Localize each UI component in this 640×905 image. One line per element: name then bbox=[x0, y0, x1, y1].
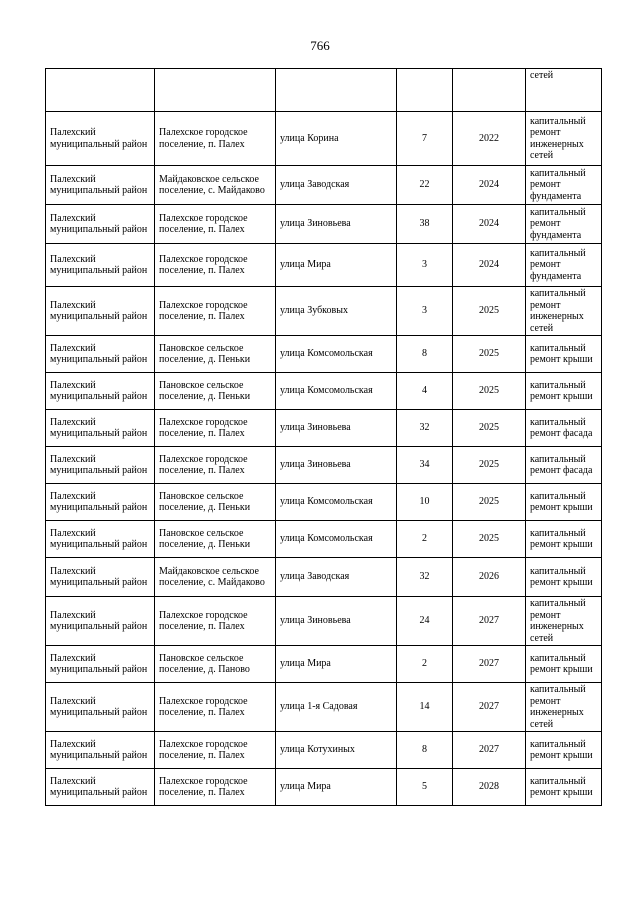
table-row bbox=[46, 410, 602, 447]
page-number: 766 bbox=[310, 38, 330, 53]
cell-street: улица Зиновьева bbox=[276, 205, 397, 244]
cell-house-number: 32 bbox=[397, 410, 453, 447]
table-row-continued bbox=[46, 69, 602, 112]
cell-settlement: Палехское городское поселение, п. Палех bbox=[155, 112, 276, 166]
cell-year: 2027 bbox=[453, 597, 526, 646]
cell-settlement: Пановское сельское поселение, д. Паново bbox=[155, 646, 276, 683]
cell-district: Палехский муниципальный район bbox=[46, 287, 155, 336]
cell-year: 2025 bbox=[453, 373, 526, 410]
cell-settlement: Майдаковское сельское поселение, с. Майдаково bbox=[155, 558, 276, 597]
cell-year: 2024 bbox=[453, 244, 526, 287]
cell-district: Палехский муниципальный район bbox=[46, 205, 155, 244]
cell-house-number: 5 bbox=[397, 769, 453, 806]
cell-year: 2028 bbox=[453, 769, 526, 806]
cell-district: Палехский муниципальный район bbox=[46, 112, 155, 166]
cell-settlement: Палехское городское поселение, п. Палех bbox=[155, 287, 276, 336]
cell-street: улица Зубковых bbox=[276, 287, 397, 336]
table-row bbox=[46, 373, 602, 410]
cell-district: Палехский муниципальный район bbox=[46, 769, 155, 806]
cell-street bbox=[276, 69, 397, 112]
cell-house-number: 10 bbox=[397, 484, 453, 521]
cell-year: 2025 bbox=[453, 447, 526, 484]
cell-work-type: капитальный ремонт фасада bbox=[526, 447, 602, 484]
cell-street: улица Зиновьева bbox=[276, 447, 397, 484]
cell-house-number: 34 bbox=[397, 447, 453, 484]
table-row bbox=[46, 558, 602, 597]
table-row bbox=[46, 166, 602, 205]
cell-work-type: сетей bbox=[526, 69, 602, 112]
cell-year: 2026 bbox=[453, 558, 526, 597]
cell-district: Палехский муниципальный район bbox=[46, 597, 155, 646]
cell-work-type: капитальный ремонт крыши bbox=[526, 769, 602, 806]
cell-street: улица Комсомольская bbox=[276, 521, 397, 558]
cell-house-number: 2 bbox=[397, 521, 453, 558]
cell-settlement: Палехское городское поселение, п. Палех bbox=[155, 732, 276, 769]
table-row bbox=[46, 244, 602, 287]
table-row bbox=[46, 769, 602, 806]
cell-district: Палехский муниципальный район bbox=[46, 447, 155, 484]
cell-district: Палехский муниципальный район bbox=[46, 646, 155, 683]
table-row bbox=[46, 732, 602, 769]
cell-street: улица Комсомольская bbox=[276, 373, 397, 410]
cell-work-type: капитальный ремонт крыши bbox=[526, 484, 602, 521]
cell-work-type: капитальный ремонт крыши bbox=[526, 521, 602, 558]
cell-work-type: капитальный ремонт крыши bbox=[526, 373, 602, 410]
cell-settlement: Палехское городское поселение, п. Палех bbox=[155, 205, 276, 244]
cell-district bbox=[46, 69, 155, 112]
cell-year: 2024 bbox=[453, 205, 526, 244]
cell-year: 2025 bbox=[453, 484, 526, 521]
cell-work-type: капитальный ремонт фасада bbox=[526, 410, 602, 447]
cell-district: Палехский муниципальный район bbox=[46, 521, 155, 558]
cell-year: 2024 bbox=[453, 166, 526, 205]
cell-year: 2027 bbox=[453, 646, 526, 683]
cell-work-type: капитальный ремонт инженерных сетей bbox=[526, 287, 602, 336]
table-row bbox=[46, 521, 602, 558]
cell-street: улица Мира bbox=[276, 769, 397, 806]
cell-settlement: Пановское сельское поселение, д. Пеньки bbox=[155, 484, 276, 521]
cell-house-number: 4 bbox=[397, 373, 453, 410]
cell-work-type: капитальный ремонт инженерных сетей bbox=[526, 112, 602, 166]
table-row bbox=[46, 112, 602, 166]
cell-work-type: капитальный ремонт инженерных сетей bbox=[526, 683, 602, 732]
cell-work-type: капитальный ремонт крыши bbox=[526, 732, 602, 769]
cell-street: улица 1-я Садовая bbox=[276, 683, 397, 732]
cell-year: 2027 bbox=[453, 683, 526, 732]
table-row bbox=[46, 447, 602, 484]
cell-street: улица Зиновьева bbox=[276, 410, 397, 447]
cell-year bbox=[453, 69, 526, 112]
cell-house-number: 22 bbox=[397, 166, 453, 205]
cell-district: Палехский муниципальный район bbox=[46, 558, 155, 597]
cell-settlement: Пановское сельское поселение, д. Пеньки bbox=[155, 373, 276, 410]
cell-street: улица Заводская bbox=[276, 166, 397, 205]
cell-house-number: 8 bbox=[397, 336, 453, 373]
cell-house-number: 32 bbox=[397, 558, 453, 597]
cell-district: Палехский муниципальный район bbox=[46, 410, 155, 447]
cell-year: 2022 bbox=[453, 112, 526, 166]
cell-work-type: капитальный ремонт фундамента bbox=[526, 244, 602, 287]
cell-street: улица Котухиных bbox=[276, 732, 397, 769]
cell-house-number: 3 bbox=[397, 244, 453, 287]
cell-settlement: Майдаковское сельское поселение, с. Майдаково bbox=[155, 166, 276, 205]
cell-settlement: Пановское сельское поселение, д. Пеньки bbox=[155, 521, 276, 558]
cell-street: улица Корина bbox=[276, 112, 397, 166]
table-row bbox=[46, 597, 602, 646]
cell-street: улица Комсомольская bbox=[276, 336, 397, 373]
table-body bbox=[46, 69, 602, 806]
cell-district: Палехский муниципальный район bbox=[46, 336, 155, 373]
cell-work-type: капитальный ремонт крыши bbox=[526, 558, 602, 597]
cell-settlement bbox=[155, 69, 276, 112]
table-row bbox=[46, 646, 602, 683]
cell-year: 2025 bbox=[453, 336, 526, 373]
cell-district: Палехский муниципальный район bbox=[46, 683, 155, 732]
cell-work-type: капитальный ремонт фундамента bbox=[526, 166, 602, 205]
cell-house-number: 2 bbox=[397, 646, 453, 683]
cell-year: 2027 bbox=[453, 732, 526, 769]
cell-district: Палехский муниципальный район bbox=[46, 244, 155, 287]
cell-settlement: Палехское городское поселение, п. Палех bbox=[155, 244, 276, 287]
table-row bbox=[46, 683, 602, 732]
cell-street: улица Мира bbox=[276, 244, 397, 287]
cell-settlement: Палехское городское поселение, п. Палех bbox=[155, 447, 276, 484]
housing-repair-table bbox=[45, 68, 602, 806]
cell-district: Палехский муниципальный район bbox=[46, 373, 155, 410]
cell-house-number: 24 bbox=[397, 597, 453, 646]
cell-settlement: Палехское городское поселение, п. Палех bbox=[155, 769, 276, 806]
table-row bbox=[46, 484, 602, 521]
cell-house-number: 8 bbox=[397, 732, 453, 769]
cell-work-type: капитальный ремонт инженерных сетей bbox=[526, 597, 602, 646]
cell-year: 2025 bbox=[453, 287, 526, 336]
cell-street: улица Комсомольская bbox=[276, 484, 397, 521]
cell-street: улица Заводская bbox=[276, 558, 397, 597]
cell-street: улица Зиновьева bbox=[276, 597, 397, 646]
cell-settlement: Палехское городское поселение, п. Палех bbox=[155, 410, 276, 447]
table-row bbox=[46, 205, 602, 244]
cell-house-number: 3 bbox=[397, 287, 453, 336]
cell-district: Палехский муниципальный район bbox=[46, 732, 155, 769]
cell-settlement: Палехское городское поселение, п. Палех bbox=[155, 683, 276, 732]
cell-work-type: капитальный ремонт крыши bbox=[526, 646, 602, 683]
cell-street: улица Мира bbox=[276, 646, 397, 683]
cell-year: 2025 bbox=[453, 410, 526, 447]
cell-year: 2025 bbox=[453, 521, 526, 558]
table-row bbox=[46, 336, 602, 373]
cell-house-number: 38 bbox=[397, 205, 453, 244]
cell-district: Палехский муниципальный район bbox=[46, 484, 155, 521]
cell-work-type: капитальный ремонт крыши bbox=[526, 336, 602, 373]
cell-work-type: капитальный ремонт фундамента bbox=[526, 205, 602, 244]
cell-house-number: 14 bbox=[397, 683, 453, 732]
cell-house-number: 7 bbox=[397, 112, 453, 166]
table-row bbox=[46, 287, 602, 336]
cell-district: Палехский муниципальный район bbox=[46, 166, 155, 205]
cell-settlement: Палехское городское поселение, п. Палех bbox=[155, 597, 276, 646]
cell-settlement: Пановское сельское поселение, д. Пеньки bbox=[155, 336, 276, 373]
cell-house-number bbox=[397, 69, 453, 112]
